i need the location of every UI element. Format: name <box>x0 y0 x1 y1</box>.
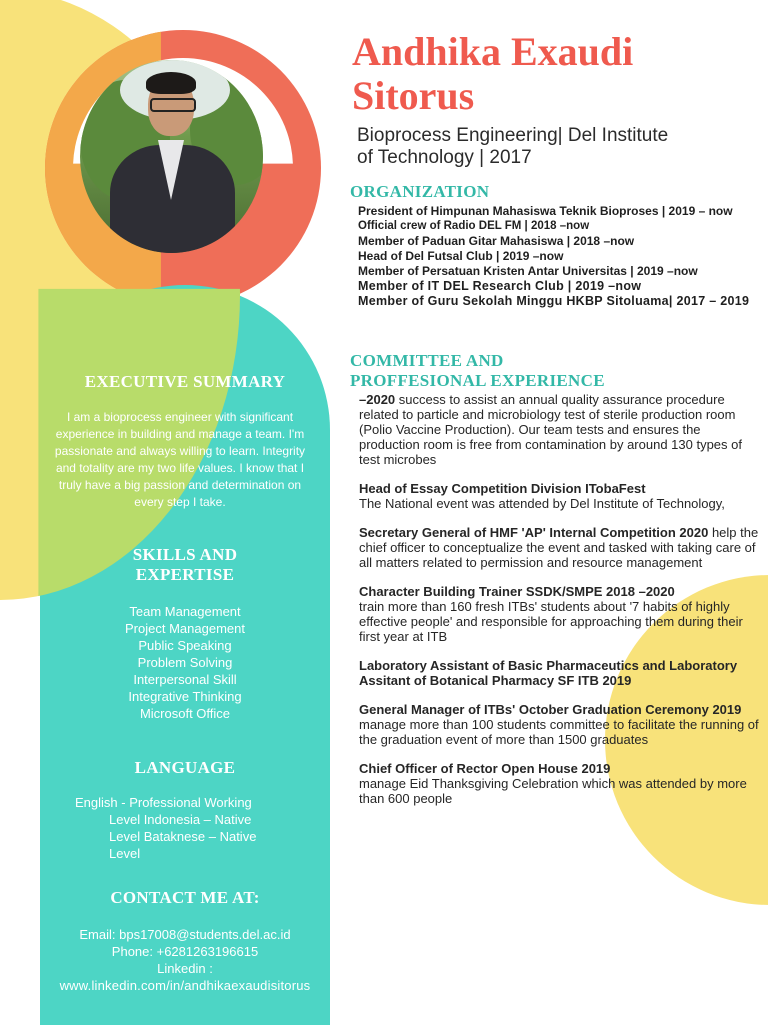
name-line-1: Andhika Exaudi <box>352 29 634 74</box>
person-name <box>352 30 762 118</box>
skill-item: Public Speaking <box>138 638 232 653</box>
subtitle-line-2: of Technology | 2017 <box>357 147 532 168</box>
executive-summary-title: EXECUTIVE SUMMARY <box>84 372 286 391</box>
contact-linkedin-label: Linkedin : <box>157 961 213 976</box>
experience-item <box>359 481 763 511</box>
contact-linkedin-link[interactable]: www.linkedin.com/in/andhikaexaudisitorus <box>59 978 311 993</box>
organization-item: President of Himpunan Mahasiswa Teknik Bioproses | 2019 – now <box>358 204 733 218</box>
language-title: LANGUAGE <box>134 758 236 777</box>
experience-item-head: Secretary General of HMF 'AP' Internal Competition 2020 <box>359 525 709 540</box>
experience-item-head: Chief Officer of Rector Open House 2019 <box>359 761 611 776</box>
skill-item: Problem Solving <box>137 655 233 670</box>
photo-glasses <box>150 98 196 112</box>
experience-item-head: General Manager of ITBs' October Graduation Ceremony 2019 <box>359 702 742 717</box>
experience-item <box>359 584 763 644</box>
skill-item: Project Management <box>125 621 245 636</box>
subtitle <box>357 125 757 169</box>
experience-item-text: manage more than 100 students committee to facilitate the running of the graduation event of more than 1500 graduates <box>359 717 759 747</box>
organization-title: ORGANIZATION <box>350 182 490 201</box>
organization-list <box>358 204 758 309</box>
skill-item: Integrative Thinking <box>128 689 242 704</box>
skills-title <box>40 545 330 585</box>
experience-item <box>359 392 763 467</box>
skill-item: Microsoft Office <box>139 706 231 721</box>
language-item: Level Bataknese – Native <box>109 829 257 844</box>
experience-item-text: success to assist an annual quality assurance procedure related to particle and microbiology test of sterile production room (Polio Vaccine Production). Our team tests and ensures the production room is free from contamination by around 130 types of test microbes <box>359 392 742 467</box>
experience-item-text: help the chief officer to conceptualize the event and tasked with taking care of all matters related to permission and resource management <box>359 525 759 570</box>
experience-item-text: train more than 160 fresh ITBs' students about '7 habits of highly effective people' and responsible for approaching them during their first year at ITB <box>359 599 743 644</box>
experience-title-line-1: COMMITTEE AND <box>350 351 504 370</box>
experience-item <box>359 525 763 570</box>
contact-title: CONTACT ME AT: <box>110 888 260 907</box>
experience-item-head: Head of Essay Competition Division ITobaFest <box>359 481 646 496</box>
experience-title-line-2: PROFFESIONAL EXPERIENCE <box>350 371 605 390</box>
language-item: Level <box>109 846 141 861</box>
executive-summary-text: I am a bioprocess engineer with significant experience in building and manage a team. I'm passionate and always willing to learn. Integrity and totality are my two life values. I know that I truly have a big passion and determination on every step I take. <box>54 410 306 509</box>
language-item: English - Professional Working <box>75 795 252 810</box>
experience-item-head: –2020 <box>359 392 396 407</box>
experience-item-text: manage Eid Thanksgiving Celebration which was attended by more than 600 people <box>359 776 747 806</box>
name-line-2: Sitorus <box>352 73 475 118</box>
experience-item-head: Character Building Trainer SSDK/SMPE 2018 –2020 <box>359 584 675 599</box>
experience-item <box>359 761 763 806</box>
experience-item-head: Laboratory Assistant of Basic Pharmaceutics and Laboratory Assitant of Botanical Pharmacy SF ITB 2019 <box>359 658 738 688</box>
experience-list <box>359 392 763 820</box>
organization-item: Member of Persatuan Kristen Antar Universitas | 2019 –now <box>358 264 698 278</box>
experience-item-text: The National event was attended by Del Institute of Technology, <box>359 496 725 511</box>
photo-hair <box>146 72 196 94</box>
profile-photo <box>80 60 263 253</box>
contact-details <box>40 926 330 994</box>
language-list <box>40 794 330 862</box>
language-item: Level Indonesia – Native <box>109 812 252 827</box>
contact-email[interactable]: Email: bps17008@students.del.ac.id <box>79 927 291 942</box>
organization-item: Official crew of Radio DEL FM | 2018 –now <box>358 220 590 232</box>
organization-item: Member of Guru Sekolah Minggu HKBP Sitoluama| 2017 – 2019 <box>358 294 750 308</box>
experience-item <box>359 702 763 747</box>
organization-item: Member of IT DEL Research Club | 2019 –now <box>358 279 642 293</box>
organization-item: Member of Paduan Gitar Mahasiswa | 2018 –now <box>358 234 635 248</box>
experience-item <box>359 658 763 688</box>
skill-item: Interpersonal Skill <box>133 672 237 687</box>
experience-title <box>350 351 670 391</box>
subtitle-line-1: Bioprocess Engineering| Del Institute <box>357 125 669 146</box>
skills-list <box>40 603 330 722</box>
skill-item: Team Management <box>129 604 241 619</box>
contact-phone: Phone: +6281263196615 <box>111 944 259 959</box>
skills-title-line-1: SKILLS AND <box>132 545 238 564</box>
skills-title-line-2: EXPERTISE <box>135 565 235 584</box>
organization-item: Head of Del Futsal Club | 2019 –now <box>358 249 564 263</box>
